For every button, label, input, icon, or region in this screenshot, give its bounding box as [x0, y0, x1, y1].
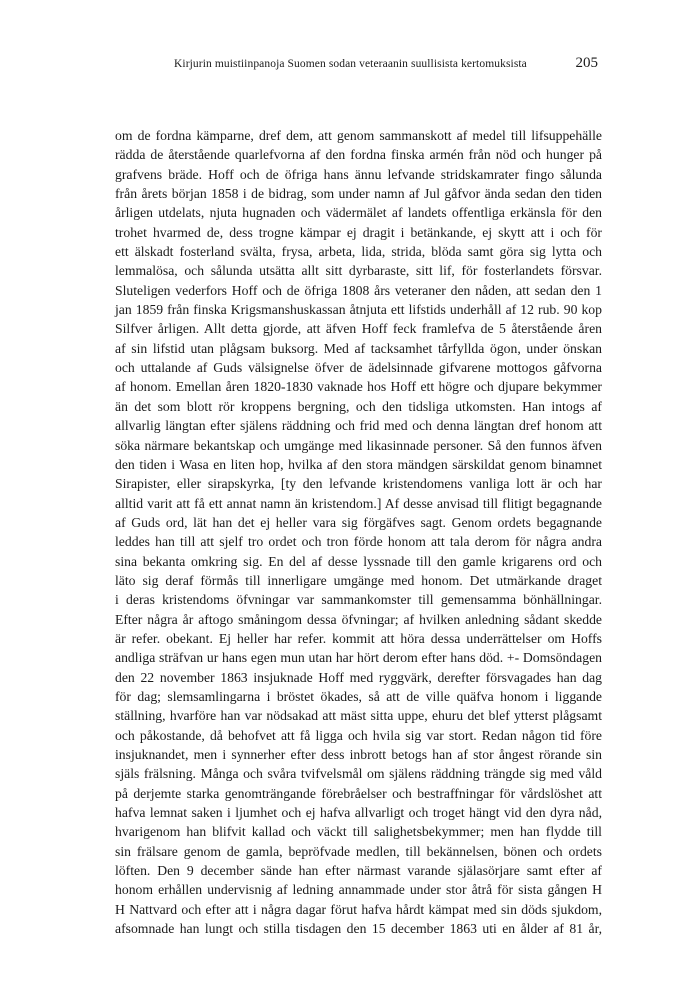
text-line: insjuknandet, men i synnerher efter dess inbrott betogs han af stor ångest rörande sin	[115, 747, 602, 762]
text-line: hvarigenom han blifvit kallad och väckt till salighetsbekymmer; men han flydde till	[115, 824, 602, 840]
text-line: i deras kristendoms öfvningar var sammankomster till gemensamma bönhällningar.	[115, 592, 602, 608]
text-line: hafva lemnat saken i ljumhet och ej hafva allvarligt och troget hängt vid den dyra nåd,	[115, 805, 602, 821]
text-line: sin frälsare genom de gamla, bepröfvade medlen, till bekännelsen, bönen och ordets	[115, 843, 602, 859]
text-line: afsomnade han lungt och stilla tisdagen den 15 december 1863 uti en ålder af 81 år,	[115, 921, 602, 937]
page-number: 205	[575, 55, 598, 71]
text-line: Silfver årligen. Allt detta gjorde, att äfven Hoff feck framlefva de 5 återstående åren	[115, 321, 602, 337]
text-line: honom erhållen undervisnig af ledning annammade under stor åtrå för sista gången H	[115, 882, 602, 898]
text-line: rädda de återstående quarlefvorna af den fordna finska armén från nöd och hunger på	[115, 147, 602, 163]
text-line: den tiden i Wasa en liten hop, hvilka af den stora mändgen särskildat genom binamnet	[115, 456, 602, 472]
text-line: alltid varit att få ett annat namn än kristendom.] Af desse anvisad till flitigt begagnande	[115, 495, 602, 511]
text-line: själs frälsning. Många och svåra tvifvelsmål om själens räddning trängde sig med våld	[115, 766, 602, 782]
text-line: är refer. obekant. Ej heller har refer. kommit att höra dessa underrättelser om Hoffs	[115, 630, 602, 646]
text-line: söka närmare bekantskap och umgänge med likasinnade personer. Så den funnos äfven	[115, 437, 602, 453]
text-line: sina bekanta omkring sig. En del af desse lyssnade till den gamle krigarens ord och	[115, 553, 602, 569]
text-line: för dag; slemsamlingarna i bröstet ökades, så att de ville quäfva honom i liggande	[115, 688, 602, 704]
text-line: och uttalande af Guds välsignelse öfver de ädelsinnade gifvarene mottogos gåfvorna	[115, 360, 602, 376]
text-line: Sluteligen vederfors Hoff och de öfriga 1808 års veteraner den nåden, att sedan den 1	[115, 282, 602, 298]
running-header	[120, 55, 610, 75]
running-title: Kirjurin muistiinpanoja Suomen sodan veteraanin suullisista kertomuksista	[174, 58, 527, 70]
text-line: Sirapister, eller sirapskyrka, [ty den lefvande kristendomens vanliga lott är och har	[115, 476, 602, 492]
text-line: allvarlig längtan efter själens räddning och frid med och denna längtan dref honom att	[115, 418, 602, 434]
text-line: än det som blott rör kroppens bergning, och den tidsliga utkomsten. Han intogs af	[115, 398, 602, 414]
text-line: ställning, hvarföre han var nödsakad att mäst sitta uppe, ehuru det blef ytterst plågsamt	[115, 708, 602, 724]
text-line: jan 1859 från finska Krigsmanshuskassan åtnjuta ett lifstids underhåll af 12 rub. 90 kop	[115, 302, 602, 318]
text-line: om de fordna kämparne, dref dem, att genom sammanskott af medel till lifsuppehälle	[115, 128, 602, 143]
text-line: löften. Den 9 december sände han efter närmast varande själasörjare samt efter af	[115, 863, 602, 879]
text-line: leddes han till att sjelf tro ordet och tron förde honom att tala derom för några andra	[115, 534, 602, 550]
text-line: på derjemte starka genomträngande förebråelser och bestraffningar för vårdslöshet att	[115, 785, 602, 801]
text-line: af sin lifstid utan plågsam buksorg. Med af tacksamhet tårfyllda ögon, under önskan	[115, 340, 602, 356]
body-text	[115, 126, 602, 938]
text-line: Efter några år aftogo småningom dessa öfvningar; af hvilken anledning sådant skedde	[115, 611, 602, 627]
text-line: och påkostande, då behofvet att få ligga och hvila sig var stort. Redan någon tid före	[115, 727, 602, 743]
text-line: ett älskadt fosterland svälta, frysa, arbeta, lida, strida, blöda samt göra sig lytta och	[115, 244, 602, 260]
text-line: H Nattvard och efter att i några dagar förut hafva hårdt kämpat med sin döds sjukdom,	[115, 901, 602, 917]
text-line: af Guds ord, lät han det ej heller vara sig förgäfves sagt. Genom ordets begagnande	[115, 514, 602, 530]
text-line: årligen utdelats, njuta hugnaden och vädermälet af landets offentliga erkänsla för den	[115, 205, 602, 221]
text-line: lemmalösa, och sålunda utsätta allt sitt dyrbaraste, sitt lif, för fosterlandets försvar.	[115, 263, 602, 279]
text-line: från årets början 1858 i de bidrag, som under namn af Jul gåfvor ända sedan den tiden	[115, 186, 602, 202]
text-line: andliga sträfvan ur hans egen mun utan har hört derom efter hans död. +- Domsöndagen	[115, 650, 602, 666]
text-line: grafvens bräde. Hoff och de öfriga hans ännu lefvande stridskamrater fingo sålunda	[115, 166, 602, 182]
text-line: läto sig deraf förmås till innerligare umgänge med honom. Det utmärkande draget	[115, 572, 602, 588]
text-line: af honom. Emellan åren 1820-1830 vaknade hos Hoff ett högre och djupare bekymmer	[115, 379, 602, 395]
text-line: den 22 november 1863 insjuknade Hoff med ryggvärk, derefter försvagades han dag	[115, 669, 602, 685]
text-line: trohet hvarmed de, dess trogne kämpar ej dragit i betänkande, ej skytt att i och för	[115, 224, 602, 240]
